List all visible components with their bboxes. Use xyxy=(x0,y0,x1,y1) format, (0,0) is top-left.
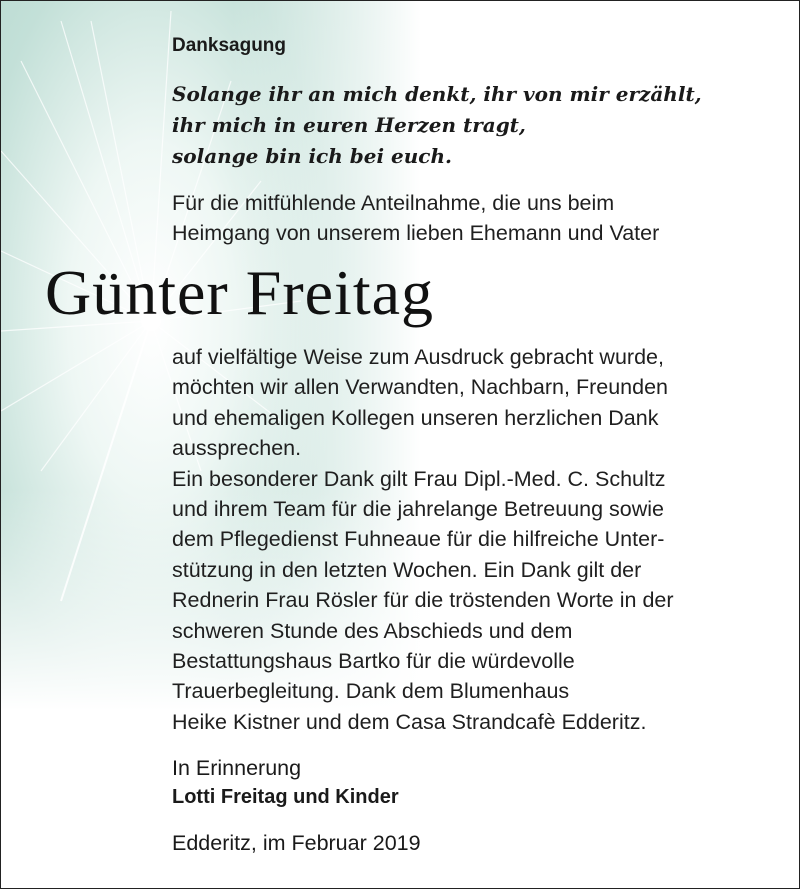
body-line: und ihrem Team für die jahrelange Betreuung sowie xyxy=(172,497,665,522)
body-line: Rednerin Frau Rösler für die tröstenden Worte in der xyxy=(172,588,674,613)
intro-text xyxy=(172,188,659,249)
body-line: Ein besonderer Dank gilt Frau Dipl.-Med. C. Schultz xyxy=(172,466,666,491)
intro-line: Heimgang von unserem lieben Ehemann und Vater xyxy=(172,221,660,246)
motto-line: solange bin ich bei euch. xyxy=(172,144,452,168)
body-line: auf vielfältige Weise zum Ausdruck gebracht wurde, xyxy=(172,345,664,369)
deceased-name: Günter Freitag xyxy=(45,257,434,328)
intro-line: Für die mitfühlende Anteilnahme, die uns beim xyxy=(172,191,615,215)
body-line: möchten wir allen Verwandten, Nachbarn, Freunden xyxy=(172,375,668,400)
body-line: Heike Kistner und dem Casa Strandcafè Edderitz. xyxy=(172,709,647,734)
body-line: schweren Stunde des Abschieds und dem xyxy=(172,618,573,643)
motto-line: Solange ihr an mich denkt, ihr von mir erzählt, xyxy=(172,82,702,106)
motto-quote xyxy=(172,79,702,172)
body-line: und ehemaligen Kollegen unseren herzlichen Dank xyxy=(172,405,659,430)
motto-line: ihr mich in euren Herzen tragt, xyxy=(172,113,526,137)
place-date: Edderitz, im Februar 2019 xyxy=(172,831,421,855)
body-line: stützung in den letzten Wochen. Ein Dank gilt der xyxy=(172,557,642,582)
notice-heading: Danksagung xyxy=(172,35,287,56)
remembrance-line: In Erinnerung xyxy=(172,756,302,780)
body-line: Trauerbegleitung. Dank dem Blumenhaus xyxy=(172,679,570,704)
body-line: Bestattungshaus Bartko für die würdevolle xyxy=(172,649,575,674)
signers: Lotti Freitag und Kinder xyxy=(172,786,399,808)
body-line: dem Pflegedienst Fuhneaue für die hilfreiche Unter- xyxy=(172,527,665,552)
thanks-text xyxy=(172,342,674,737)
body-line: aussprechen. xyxy=(172,436,302,461)
